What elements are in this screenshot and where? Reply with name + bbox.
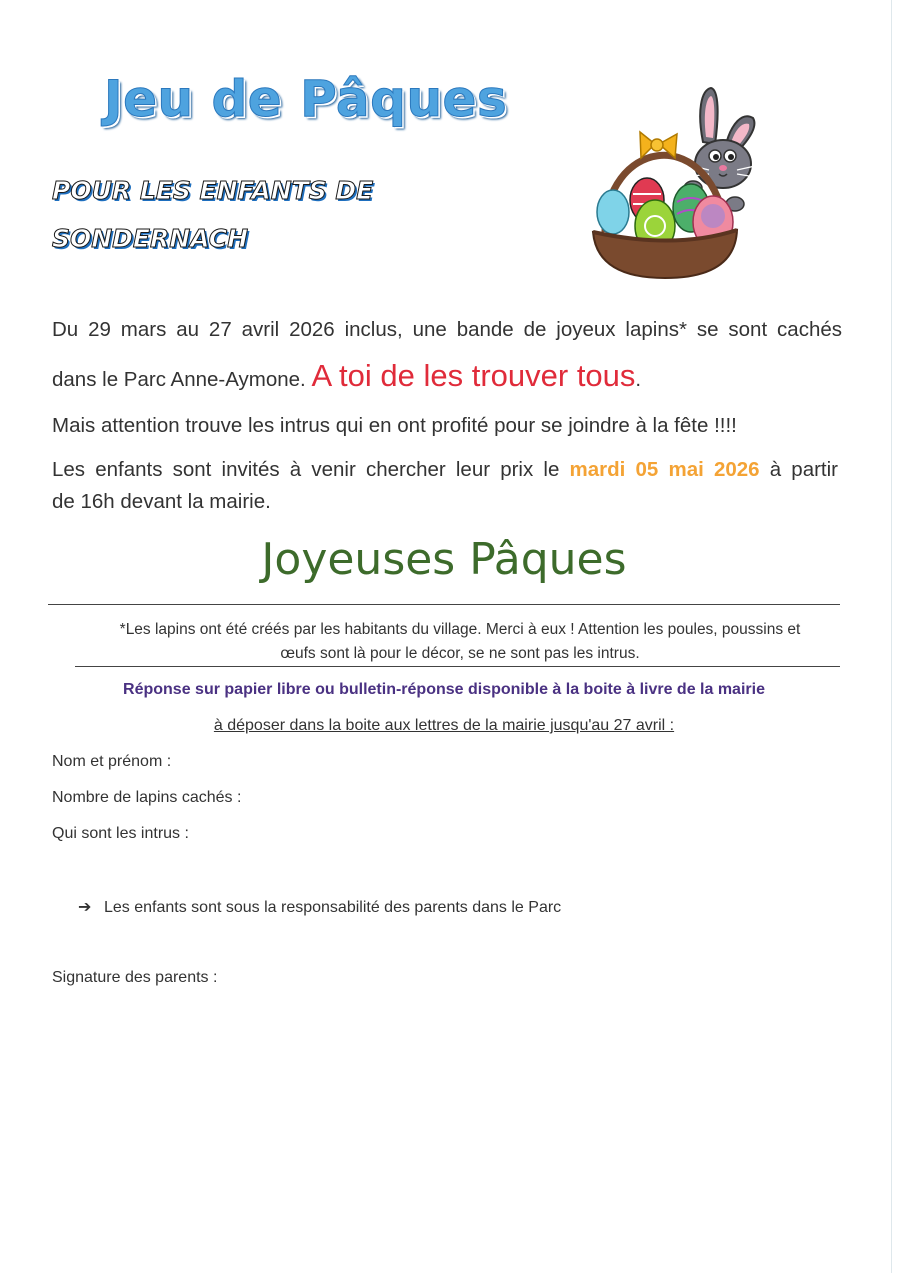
footnote-line-1: *Les lapins ont été créés par les habitants du village. Merci à eux ! Attention les poules, poussins et	[119, 621, 801, 638]
intro-text: dans le Parc Anne-Aymone.	[52, 368, 312, 391]
subtitle-line-2: SONDERNACH	[52, 224, 249, 253]
greeting-heading: Joyeuses Pâques	[261, 534, 627, 585]
prize-date: mardi 05 mai 2026	[569, 458, 760, 481]
intro-paragraph-line-2	[52, 352, 842, 400]
divider-bottom	[75, 666, 840, 667]
arrow-right-icon: ➔	[78, 899, 92, 916]
response-info: Réponse sur papier libre ou bulletin-réponse disponible à la boite à livre de la mairie	[123, 681, 765, 698]
subtitle-line-1: POUR LES ENFANTS DE	[52, 176, 374, 205]
intrus-field-label: Qui sont les intrus :	[52, 825, 189, 842]
name-field-label: Nom et prénom :	[52, 753, 172, 770]
responsibility-note-text: Les enfants sont sous la responsabilité des parents dans le Parc	[104, 899, 562, 916]
prize-paragraph-line-2: de 16h devant la mairie.	[52, 490, 271, 513]
count-field-label: Nombre de lapins cachés :	[52, 789, 242, 806]
divider-top	[48, 604, 840, 605]
responsibility-note	[78, 897, 561, 917]
scan-edge-line	[891, 0, 892, 1273]
warning-paragraph: Mais attention trouve les intrus qui en ont profité pour se joindre à la fête !!!!	[52, 414, 737, 437]
deposit-info: à déposer dans la boite aux lettres de la mairie jusqu'au 27 avril :	[213, 717, 675, 734]
prize-text: Les enfants sont invités à venir chercher leur prix le	[52, 458, 570, 481]
intro-period: .	[635, 368, 642, 391]
page-title: Jeu de Pâques	[104, 70, 508, 128]
footnote	[90, 618, 830, 666]
easter-bunny-basket-icon	[585, 82, 765, 282]
prize-paragraph-line-1	[52, 454, 838, 486]
challenge-highlight: A toi de les trouver tous	[311, 358, 636, 393]
footnote-line-2: œufs sont là pour le décor, se ne sont pas les intrus.	[280, 645, 640, 663]
signature-field-label: Signature des parents :	[52, 969, 218, 986]
intro-paragraph-line-1: Du 29 mars au 27 avril 2026 inclus, une bande de joyeux lapins* se sont cachés	[52, 318, 842, 341]
prize-text-mid: à partir	[759, 458, 839, 481]
